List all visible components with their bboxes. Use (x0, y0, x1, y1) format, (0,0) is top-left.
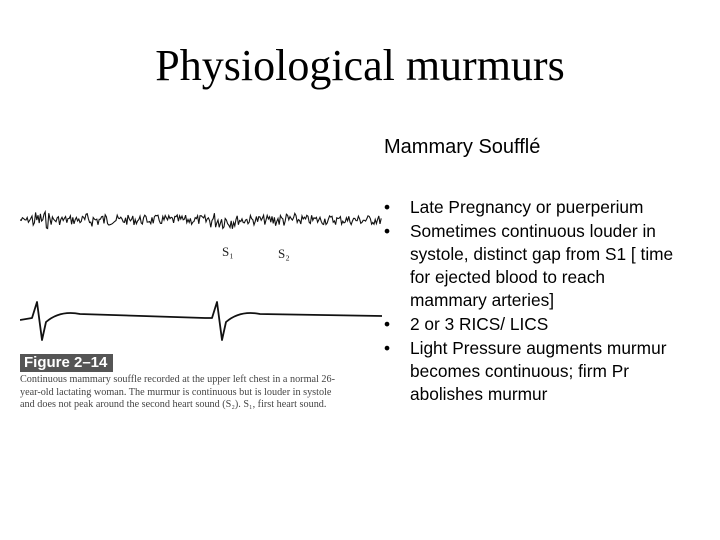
bullet-text: Sometimes continuous louder in systole, distinct gap from S1 [ time for ejected blood to reach mammary arteries] (410, 220, 674, 311)
slide-title: Physiological murmurs (155, 41, 565, 90)
bullet-marker: • (384, 314, 391, 335)
bullet-text: 2 or 3 RICS/ LICS (410, 314, 549, 335)
bullet-list (384, 196, 684, 407)
bullet-item (384, 220, 684, 313)
phonocardiogram-figure (20, 198, 382, 448)
bullet-marker: • (384, 337, 391, 358)
bullet-marker: • (384, 220, 391, 241)
ecg-trace (20, 302, 382, 340)
figure-caption: Continuous mammary souffle recorded at the upper left chest in a normal 26- year-old lactating woman. The murmur is continuous but is louder in systole and does not peak around the second heart sound (S₂). S₁, first heart sound. (20, 374, 335, 410)
bullet-text: Late Pregnancy or puerperium (410, 197, 644, 217)
slide-subtitle: Mammary Soufflé (384, 136, 541, 158)
s2-label: S₂ (278, 246, 290, 261)
bullet-item (384, 196, 684, 219)
figure-label: Figure 2–14 (20, 354, 113, 372)
s1-label: S₁ (222, 244, 234, 259)
bullet-text: Light Pressure augments murmur becomes continuous; firm Pr abolishes murmur (410, 337, 667, 405)
murmur-trace (20, 212, 381, 229)
bullet-marker: • (384, 197, 391, 217)
phonocardiogram-plot (20, 198, 382, 358)
bullet-item (384, 337, 684, 407)
bullet-item (384, 313, 684, 336)
